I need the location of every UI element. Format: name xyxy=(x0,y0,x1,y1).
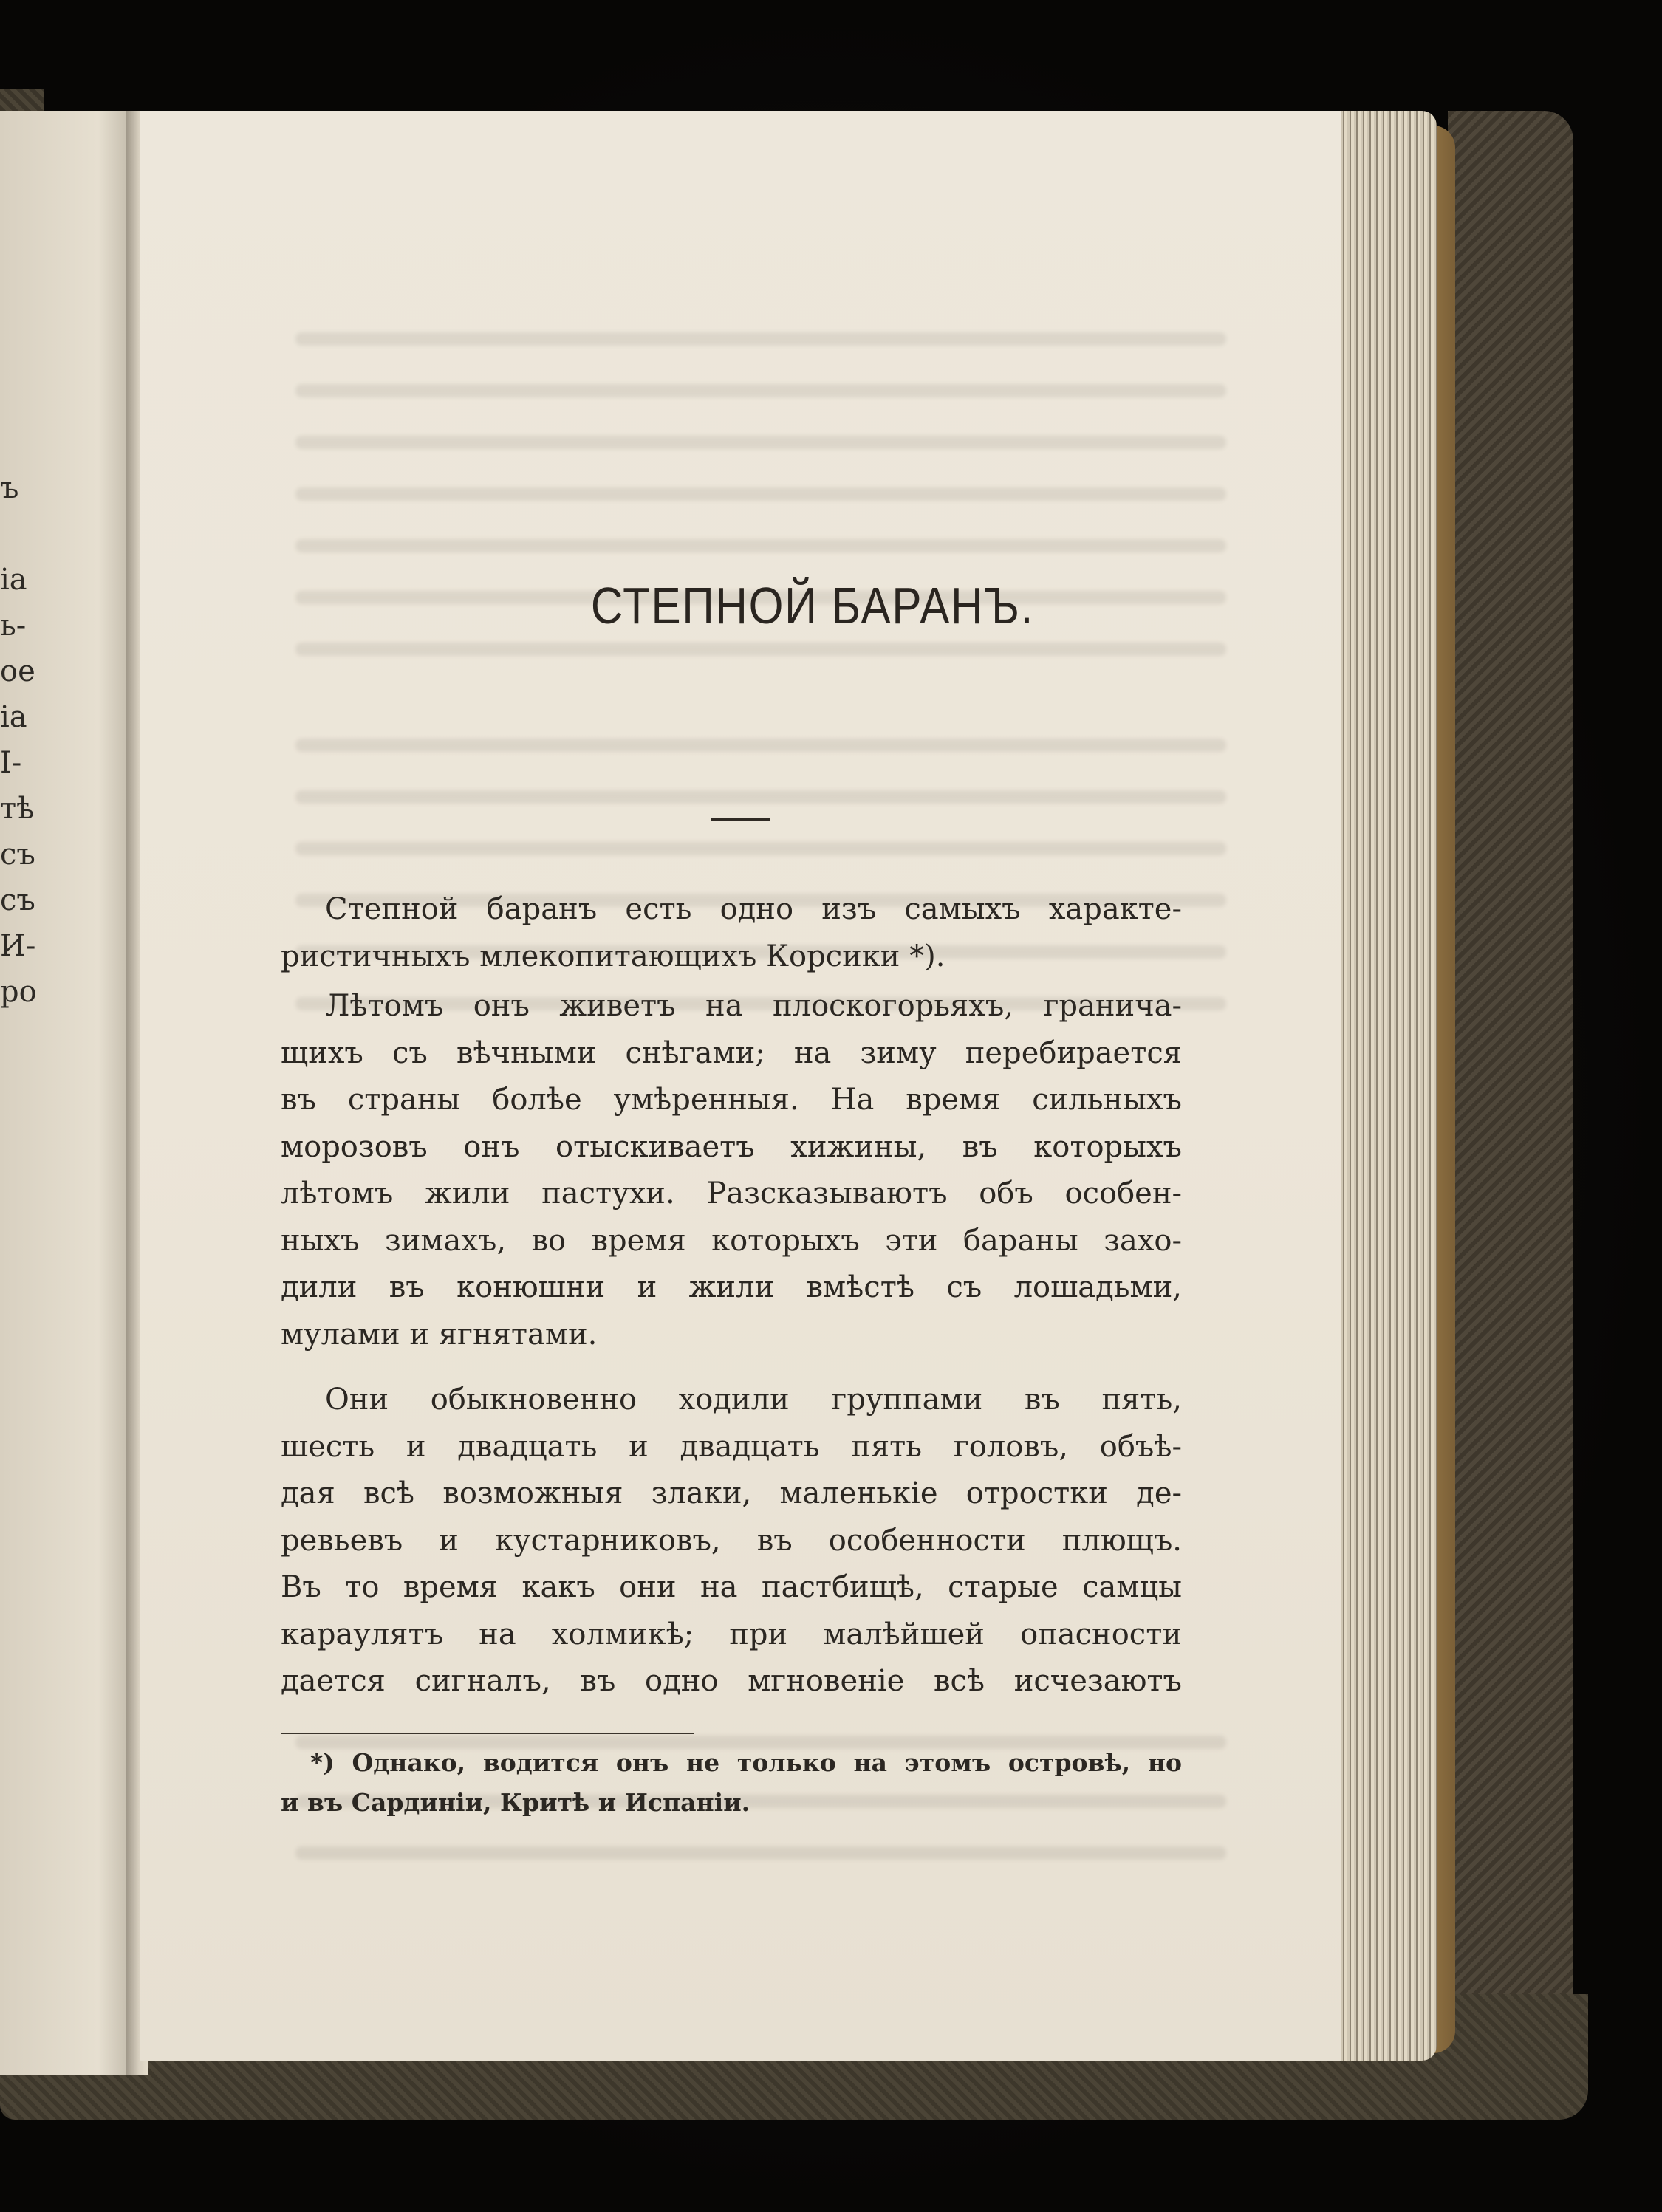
fragment-line: ia xyxy=(0,563,27,597)
book-cover-right-edge xyxy=(1448,111,1573,2068)
footnote-line: *) Однако, водится онъ не только на этомъ островѣ, но xyxy=(310,1748,1182,1777)
text-line: Въ то время какъ они на пастбищѣ, старые самцы xyxy=(281,1570,1182,1604)
title-divider xyxy=(711,818,770,821)
fragment-line: ро xyxy=(0,975,37,1009)
footnote-line: и въ Сардиніи, Критѣ и Испаніи. xyxy=(281,1788,750,1817)
text-line: караулятъ на холмикѣ; при малѣйшей опасности xyxy=(281,1617,1182,1651)
fragment-line: ь- xyxy=(0,609,27,643)
paragraph-3 xyxy=(281,1377,1182,1705)
fragment-line: тѣ xyxy=(0,792,35,826)
text-line: мулами и ягнятами. xyxy=(281,1317,598,1352)
text-line: шесть и двадцать и двадцать пять головъ, объѣ- xyxy=(281,1429,1182,1464)
text-line: ристичныхъ млекопитающихъ Корсики *). xyxy=(281,939,945,973)
text-line: дается сигналъ, въ одно мгновеніе всѣ исчезаютъ xyxy=(281,1664,1182,1698)
paragraph-1 xyxy=(281,886,1182,980)
text-line: щихъ съ вѣчными снѣгами; на зиму перебирается xyxy=(281,1035,1182,1070)
fragment-line: съ xyxy=(0,883,35,917)
text-line: лѣтомъ жили пастухи. Разсказываютъ объ особен- xyxy=(281,1177,1182,1211)
text-line: Лѣтомъ онъ живетъ на плоскогорьяхъ, гранича- xyxy=(325,989,1182,1023)
text-line: морозовъ онъ отыскиваетъ хижины, въ которыхъ xyxy=(281,1129,1182,1164)
fragment-line: съ xyxy=(0,838,35,872)
fragment-line: ia xyxy=(0,700,27,734)
previous-page xyxy=(0,111,140,2075)
fragment-line xyxy=(0,511,74,557)
text-line: ныхъ зимахъ, во время которыхъ эти бараны захо- xyxy=(281,1223,1182,1258)
fragment-line: ое xyxy=(0,654,35,688)
text-line: Они обыкновенно ходили группами въ пять, xyxy=(325,1383,1182,1417)
page-stack xyxy=(1341,111,1437,2061)
text-line: дили въ конюшни и жили вмѣстѣ съ лошадьми, xyxy=(281,1270,1182,1304)
footnote-divider xyxy=(281,1733,694,1734)
text-line: ревьевъ и кустарниковъ, въ особенности плющъ. xyxy=(281,1523,1182,1558)
text-line: Степной баранъ есть одно изъ самыхъ характе- xyxy=(325,892,1182,926)
fragment-line: I- xyxy=(0,746,22,780)
footnote xyxy=(281,1743,1182,1823)
previous-page-text-fragments xyxy=(0,465,74,1015)
text-line: дая всѣ возможныя злаки, маленькіе отростки де- xyxy=(281,1476,1182,1510)
fragment-line: ъ xyxy=(0,471,19,505)
fragment-line: И- xyxy=(0,929,36,963)
paragraph-2 xyxy=(281,983,1182,1358)
article-title: СТЕПНОЙ БАРАНЪ. xyxy=(590,577,1035,634)
text-line: въ страны болѣе умѣренныя. На время сильныхъ xyxy=(281,1083,1182,1117)
